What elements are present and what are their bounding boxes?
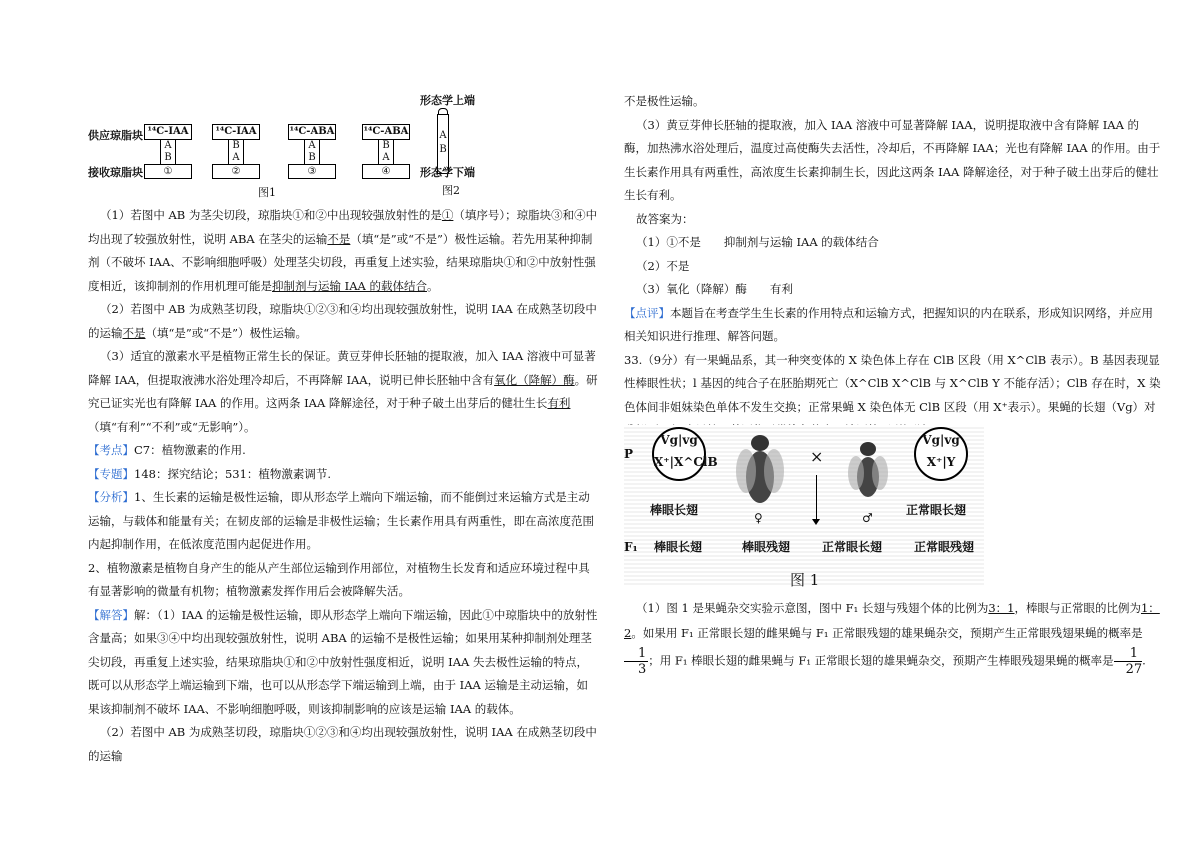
receiver-block-2: ② xyxy=(212,164,260,179)
p-left-phenotype: 棒眼长翅 xyxy=(650,503,699,517)
receive-label: 接收琼脂块 xyxy=(88,166,143,179)
cross-symbol: × xyxy=(810,447,824,466)
kaodian: 【考点】C7：植物激素的作用. xyxy=(88,443,246,457)
female-fly-image xyxy=(732,427,788,507)
morph-top-label: 形态学上端 xyxy=(420,94,475,107)
fly-cross-figure xyxy=(624,425,984,589)
jieda-2: （2）若图中 AB 为成熟茎切段，琼脂块①②③和④均出现较强放射性，说明 IAA 在成熟茎切段中的运输 xyxy=(88,725,597,763)
answer-3-explain: （3）黄豆芽伸长胚轴的提取液，加入 IAA 溶液中可显著降解 IAA，说明提取液中含有降解 IAA 的酶，加热沸水浴处理后，温度过高使酶失去活性，冷却后，不再降解 IAA；光也有降解 IAA 的作用。由于生长素作用具有两重性，高浓度生长素抑制生长，因此这两条 IAA 降解途径，对于种子破土出芽后的健壮生长有利。 xyxy=(624,117,1161,202)
answer-2: （2）不是 xyxy=(636,258,690,273)
supply-label: 供应琼脂块 xyxy=(88,129,143,142)
jieda-1: 【解答】解：（1）IAA 的运输是极性运输，即从形态学上端向下端运输，因此①中琼脂块中的放射性含量高；如果③④中均出现较强放射性，说明 ABA 的运输不是极性运输；如果用某种抑制剂处理茎尖切段，再重复上述实验，结果琼脂块①和②中放射性强度相近，说明 IAA 失去极性运输的特点，既可以从形态学上端运输到下端，也可以从形态学下端运输到上端，由于 IAA 运输是主动运输，如果该抑制剂不破坏 IAA、不影响细胞呼吸，则该抑制影响的应该是运输 IAA 的载体。 xyxy=(88,607,598,716)
zhuanti: 【专题】148：探究结论；531：植物激素调节. xyxy=(88,466,332,481)
stem-segment-vertical: A B xyxy=(437,114,449,174)
f1-phenotype-3: 正常眼长翅 xyxy=(822,540,883,554)
receiver-block-4: ④ xyxy=(362,164,410,179)
receiver-block-1: ① xyxy=(144,164,192,179)
question-1: （1）若图中 AB 为茎尖切段，琼脂块①和②中出现较强放射性的是①（填序号）；琼脂块③和④中均出现了较强放射性，说明 ABA 在茎尖的运输不是（填“是”或“不是”）极性运输。若先用某种抑制剂（不破坏 IAA、不影响细胞呼吸）处理茎尖切段，再重复上述实验，结果琼脂块①和②中放射性强度相近，该抑制剂的作用机理可能是抑制剂与运输 IAA 的载体结合。 xyxy=(88,208,598,293)
figure-agar-blocks xyxy=(88,90,508,202)
answer-continuation: 不是极性运输。 xyxy=(624,94,705,108)
p-generation-label: P xyxy=(624,447,634,461)
fraction-answer-1: $\frac{1}{3}$ xyxy=(624,646,648,677)
male-fly-image xyxy=(844,435,892,503)
answer-1: （1）①不是 抑制剂与运输 IAA 的载体结合 xyxy=(636,235,879,249)
morph-bottom-label: 形态学下端 xyxy=(420,166,475,179)
f1-phenotype-1: 棒眼长翅 xyxy=(654,540,703,554)
question-33-part1 xyxy=(624,596,1162,677)
supply-block-3: ¹⁴C-ABA xyxy=(288,124,336,140)
f1-phenotype-4: 正常眼残翅 xyxy=(914,540,975,554)
supply-block-2: ¹⁴C-IAA xyxy=(212,124,260,140)
supply-block-4: ¹⁴C-ABA xyxy=(362,124,410,140)
cross-arrow-line xyxy=(816,475,817,521)
supply-block-1: ¹⁴C-IAA xyxy=(144,124,192,140)
right-column xyxy=(624,90,1162,443)
right-genotype-circle: Vg|vg X⁺|Y xyxy=(914,427,968,481)
question-33: 33.（9分）有一果蝇品系，其一种突变体的 X 染色体上存在 ClB 区段（用 X^ClB 表示）。B 基因表现显性棒眼性状；l 基因的纯合子在胚胎期死亡（X^ClB X^ClB 与 X^ClB Y 不能存活）；ClB 存在时，X 染色体间非姐妹染色单体不发生交换；正常果蝇 X 染色体无 ClB 区段（用 X⁺表示）。果蝇的长翅（Vg）对 xyxy=(624,352,1161,414)
question-33-1-text: （1）图 1 是果蝇杂交实验示意图，图中 F₁ 长翅与残翅个体的比例为3：1，棒眼与正常眼的比例为1：2。如果用 F₁ 正常眼长翅的雌果蝇与 F₁ 正常眼残翅的雄果蝇杂交，预期产生正常眼残翅果蝇的概率是 $\frac{1}{3}$ ；用 F₁ 棒眼长翅的雌果蝇与 F₁ 正常眼长翅的雄果蝇杂交，预期产生棒眼残翅果蝇的概率是 $\frac{1}{27}$ . xyxy=(624,601,1160,677)
stem-segment-1: A B xyxy=(160,139,176,165)
fenxi-1: 【分析】1、生长素的运输是极性运输，即从形态学上端向下端运输，而不能倒过来运输方式是主动运输，与载体和能量有关；在韧皮部的运输是非极性运输；生长素作用具有两重性，即在高浓度范围内起抑制作用，在低浓度范围内起促进作用。 xyxy=(88,490,594,551)
receiver-block-3: ③ xyxy=(288,164,336,179)
stem-segment-4: B A xyxy=(378,139,394,165)
answer-3: （3）氧化（降解）酶 有利 xyxy=(636,282,793,296)
question-3: （3）适宜的激素水平是植物正常生长的保证。黄豆芽伸长胚轴的提取液，加入 IAA 溶液中可显著降解 IAA，但提取液沸水浴处理冷却后，不再降解 IAA，说明已伸长胚轴中含有氧化（降解）酶。研究已证实光也有降解 IAA 的作用。这两条 IAA 降解途径，对于种子破土出芽后的健壮生长有利（填“有利”“不利”或“无影响”）。 xyxy=(88,349,598,434)
left-column xyxy=(88,204,598,768)
figure2-caption: 图2 xyxy=(442,184,460,197)
left-genotype-circle: Vg|vg X⁺|X^ClB xyxy=(652,427,706,481)
fraction-answer-2: $\frac{1}{27}$ xyxy=(1114,646,1143,677)
question-2: （2）若图中 AB 为成熟茎切段，琼脂块①②③和④均出现较强放射性，说明 IAA 在成熟茎切段中的运输不是（填“是”或“不是”）极性运输。 xyxy=(88,302,597,340)
figure1-caption: 图1 xyxy=(258,186,276,199)
f1-generation-label: F₁ xyxy=(624,540,638,554)
p-right-phenotype: 正常眼长翅 xyxy=(906,503,967,517)
answer-header: 故答案为： xyxy=(636,211,694,226)
cross-arrow-head xyxy=(812,519,820,525)
f1-phenotype-2: 棒眼残翅 xyxy=(742,540,791,554)
stem-segment-2: B A xyxy=(228,139,244,165)
fenxi-2: 2、植物激素是植物自身产生的能从产生部位运输到作用部位，对植物生长发育和适应环境过程中具有显著影响的微量有机物；植物激素发挥作用后会被降解失活。 xyxy=(88,560,590,598)
male-symbol: ♂ xyxy=(862,511,873,525)
fly-figure-caption: 图 1 xyxy=(790,571,820,589)
stem-segment-3: A B xyxy=(304,139,320,165)
female-symbol: ♀ xyxy=(754,511,763,525)
dianping: 【点评】本题旨在考查学生生长素的作用特点和运输方式，把握知识的内在联系，形成知识网络，并应用相关知识进行推理、解答问题。 xyxy=(624,305,1153,343)
